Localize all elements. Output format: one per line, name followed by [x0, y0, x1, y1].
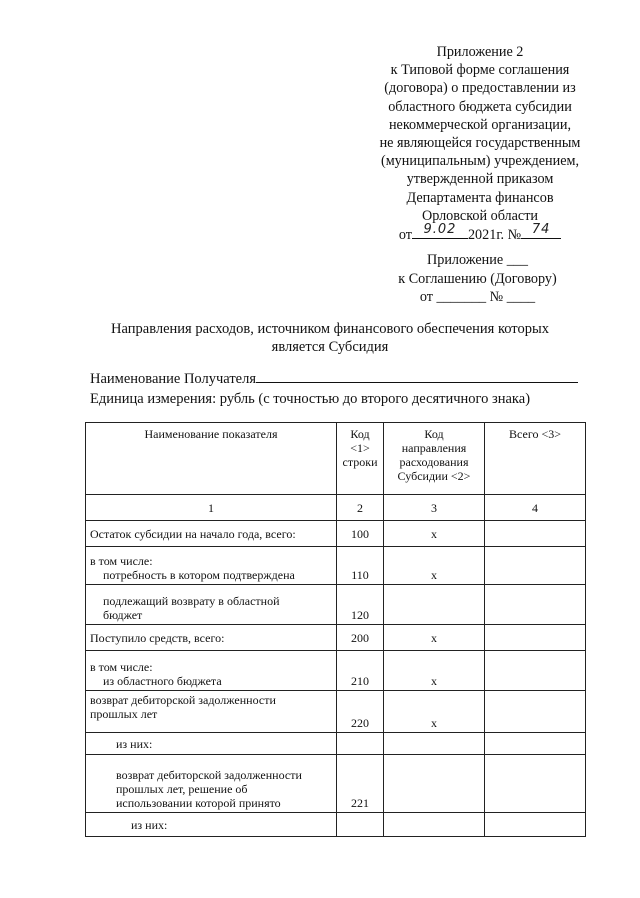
header-text: <1> — [350, 441, 370, 455]
document-title — [60, 320, 600, 356]
row-code — [337, 733, 384, 755]
row-total — [485, 651, 586, 691]
row-name-line: из областного бюджета — [103, 674, 222, 688]
row-code: 200 — [337, 625, 384, 651]
agreement-line: от _______ № ____ — [419, 289, 536, 305]
row-name-line: потребность в котором подтверждена — [103, 568, 295, 582]
agreement-line: к Соглашению (Договору) — [398, 270, 557, 287]
row-direction: x — [384, 521, 485, 547]
row-code: 110 — [337, 547, 384, 585]
column-number: 3 — [384, 495, 485, 521]
row-direction: x — [384, 547, 485, 585]
row-name — [86, 755, 337, 813]
header-text: строки — [342, 455, 378, 469]
expenses-table — [85, 422, 586, 837]
row-name-line: прошлых лет — [90, 707, 158, 721]
order-prefix: от — [398, 227, 412, 244]
table-row — [86, 651, 586, 691]
row-name — [86, 651, 337, 691]
order-date: 9.02 — [423, 221, 457, 237]
column-number: 1 — [86, 495, 337, 521]
row-total — [485, 813, 586, 837]
order-line — [360, 221, 600, 244]
header-line-code — [337, 423, 384, 495]
table-row — [86, 521, 586, 547]
row-name — [86, 547, 337, 585]
row-name: Поступило средств, всего: — [86, 625, 337, 651]
row-code: 221 — [337, 755, 384, 813]
appendix-line: Орловской области — [421, 207, 539, 224]
row-code: 120 — [337, 585, 384, 625]
row-name-line: возврат дебиторской задолженности — [116, 768, 302, 782]
appendix-line: (договора) о предоставлении из — [384, 80, 576, 97]
header-text: Субсидии <2> — [397, 469, 471, 483]
row-direction: x — [384, 625, 485, 651]
order-number-blank — [521, 221, 561, 239]
table-row — [86, 691, 586, 733]
recipient-field — [256, 370, 578, 383]
table-row — [86, 625, 586, 651]
appendix-line: областного бюджета субсидии — [388, 98, 572, 115]
row-total — [485, 547, 586, 585]
title-line: является Субсидия — [271, 339, 389, 355]
header-direction-code — [384, 423, 485, 495]
title-line: Направления расходов, источником финансового обеспечения которых — [111, 321, 549, 337]
row-direction: x — [384, 651, 485, 691]
row-direction — [384, 733, 485, 755]
column-number: 2 — [337, 495, 384, 521]
table-row — [86, 755, 586, 813]
appendix-line: Приложение 2 — [436, 44, 524, 60]
header-indicator-name: Наименование показателя — [86, 423, 337, 495]
row-code: 100 — [337, 521, 384, 547]
row-name: из них: — [86, 813, 337, 837]
row-name-line: прошлых лет, решение об — [116, 782, 248, 796]
appendix-line: к Типовой форме соглашения — [390, 62, 570, 79]
row-total — [485, 625, 586, 651]
table-header-row — [86, 423, 586, 495]
appendix-line: утвержденной приказом — [406, 171, 554, 188]
header-text: Код — [424, 427, 444, 441]
row-name-line: в том числе: — [90, 660, 153, 674]
table-row — [86, 733, 586, 755]
appendix-line: Департамента финансов — [406, 189, 554, 206]
recipient-label: Наименование Получателя — [90, 371, 257, 387]
table-row — [86, 547, 586, 585]
order-date-blank — [412, 221, 468, 239]
row-name-line: бюджет — [103, 608, 143, 622]
appendix-line: некоммерческой организации, — [388, 116, 572, 133]
column-number: 4 — [485, 495, 586, 521]
table-row — [86, 585, 586, 625]
row-total — [485, 691, 586, 733]
header-text: Код — [350, 427, 370, 441]
appendix-line: (муниципальным) учреждением, — [380, 153, 580, 170]
row-total — [485, 585, 586, 625]
appendix-header — [360, 43, 600, 244]
row-total — [485, 521, 586, 547]
row-name — [86, 585, 337, 625]
row-name-line: возврат дебиторской задолженности — [90, 693, 276, 707]
order-number: 74 — [531, 221, 551, 237]
header-text: направления — [401, 441, 467, 455]
agreement-header — [375, 251, 580, 307]
row-code: 220 — [337, 691, 384, 733]
row-total — [485, 733, 586, 755]
row-total — [485, 755, 586, 813]
row-name-line: подлежащий возврату в областной — [103, 594, 280, 608]
agreement-line: Приложение ___ — [427, 252, 528, 268]
row-name: Остаток субсидии на начало года, всего: — [86, 521, 337, 547]
header-total: Всего <3> — [485, 423, 586, 495]
row-direction — [384, 585, 485, 625]
row-name-line: использовании которой принято — [116, 796, 281, 810]
row-code: 210 — [337, 651, 384, 691]
row-direction — [384, 813, 485, 837]
row-name: из них: — [86, 733, 337, 755]
order-year: 2021г. № — [467, 227, 522, 244]
table-row — [86, 813, 586, 837]
recipient-line — [90, 370, 578, 388]
unit-line: Единица измерения: рубль (с точностью до второго десятичного знака) — [90, 391, 531, 407]
header-text: расходования — [399, 455, 469, 469]
column-number-row — [86, 495, 586, 521]
row-direction: x — [384, 691, 485, 733]
row-name — [86, 691, 337, 733]
appendix-line: не являющейся государственным — [379, 135, 581, 152]
row-code — [337, 813, 384, 837]
row-name-line: в том числе: — [90, 554, 153, 568]
row-direction — [384, 755, 485, 813]
